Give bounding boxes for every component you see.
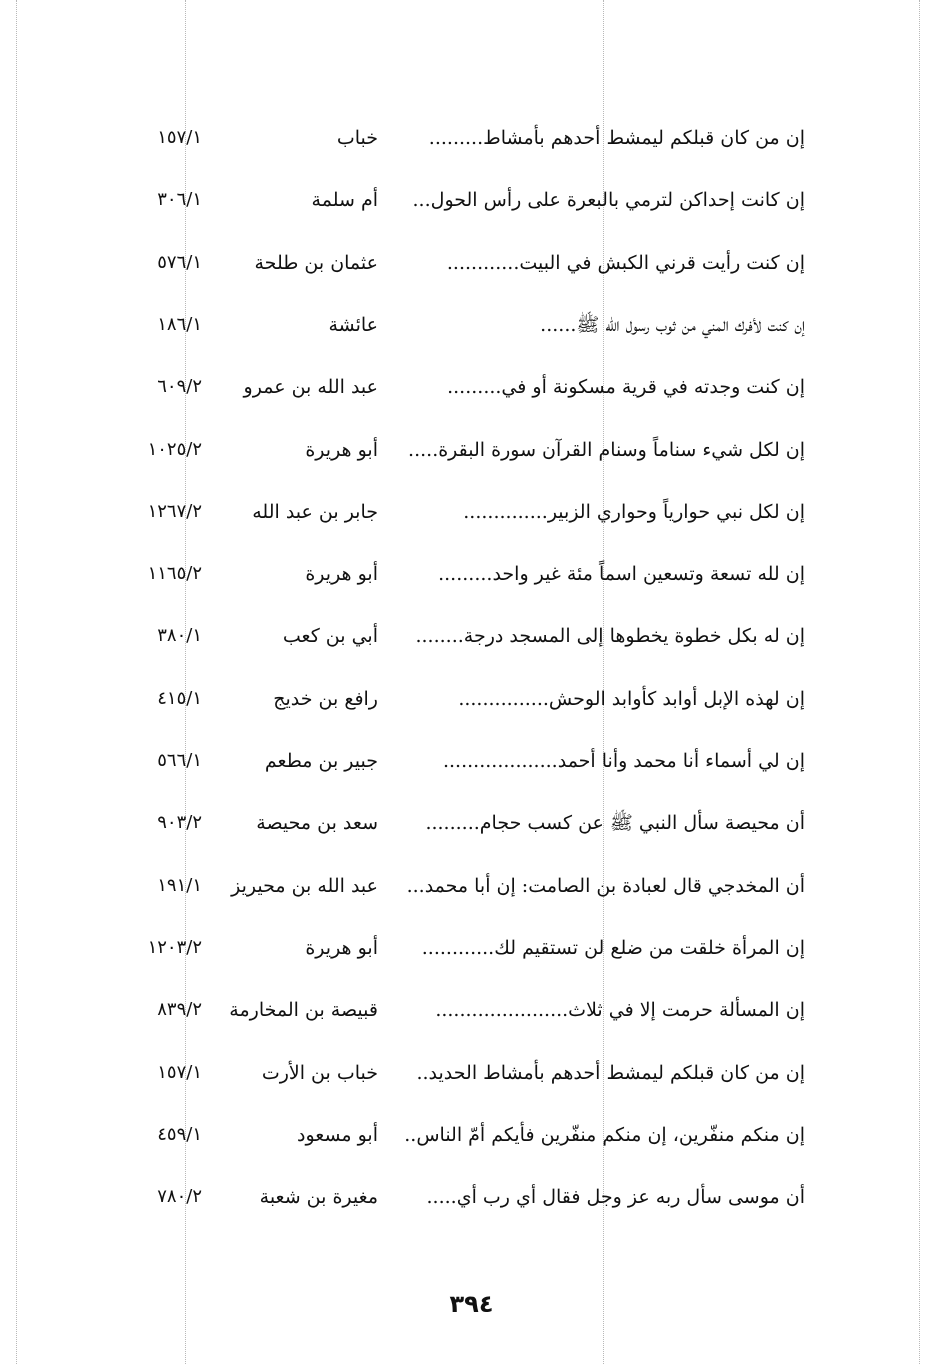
volume-page-reference: ٨٣٩/٢ (157, 999, 202, 1021)
hadith-text: إن له بكل خطوة يخطوها إلى المسجد درجة........ (415, 625, 805, 648)
index-row (0, 990, 943, 1030)
hadith-text: إن لله تسعة وتسعين اسماً مئة غير واحد......... (438, 563, 805, 586)
narrator-name: أبو هريرة (305, 563, 378, 586)
volume-page-reference: ٣٠٦/١ (157, 189, 202, 211)
volume-page-reference: ٩٠٣/٢ (157, 812, 202, 834)
index-row (0, 679, 943, 719)
index-row (0, 367, 943, 407)
page-number: ٣٩٤ (449, 1290, 494, 1318)
narrator-name: خباب بن الأرت (261, 1061, 378, 1084)
index-row (0, 741, 943, 781)
hadith-text: إن من كان قبلكم ليمشط أحدهم بأمشاط الحديد.. (416, 1061, 805, 1084)
hadith-text: إن كانت إحداكن لترمي بالبعرة على رأس الحول... (412, 189, 805, 212)
narrator-name: عبد الله بن عمرو (243, 376, 378, 399)
index-row (0, 554, 943, 594)
hadith-text: إن كنت رأيت قرني الكبش في البيت............ (446, 251, 805, 274)
volume-page-reference: ٤١٥/١ (157, 687, 202, 709)
index-row (0, 430, 943, 470)
index-row (0, 243, 943, 283)
volume-page-reference: ١٥٧/١ (157, 127, 202, 148)
volume-page-reference: ١١٦٥/٢ (147, 563, 202, 585)
hadith-text: أن موسى سأل ربه عز وجل فقال أي رب أي..... (426, 1186, 805, 1209)
narrator-name: أبي بن كعب (282, 625, 378, 648)
hadith-text: إن لهذه الإبل أوابد كأوابد الوحش............... (458, 687, 805, 710)
index-row (0, 1177, 943, 1217)
hadith-text: إن من كان قبلكم ليمشط أحدهم بأمشاط......... (428, 127, 805, 149)
narrator-name: أبو هريرة (305, 936, 378, 959)
index-row (0, 180, 943, 220)
narrator-name: عبد الله بن محيريز (231, 874, 378, 897)
index-row (0, 118, 943, 158)
index-row (0, 866, 943, 906)
index-row (0, 616, 943, 656)
narrator-name: قبيصة بن المخارمة (229, 999, 378, 1022)
volume-page-reference: ٤٥٩/١ (157, 1123, 202, 1145)
narrator-name: أم سلمة (311, 189, 378, 212)
hadith-text: أن محيصة سأل النبي ﷺ عن كسب حجام......... (425, 812, 805, 835)
narrator-name: رافع بن خديج (273, 687, 378, 710)
hadith-text: إن المرأة خلقت من ضلع لن تستقيم لك............ (421, 936, 805, 959)
hadith-text: إن لي أسماء أنا محمد وأنا أحمد................... (442, 750, 805, 772)
index-row (0, 1053, 943, 1093)
hadith-text: إن كنت لأفرك المني من ثوب رسول الله ﷺ...... (540, 313, 805, 336)
hadith-text: إن كنت وجدته في قرية مسكونة أو في......... (447, 376, 805, 399)
narrator-name: أبو هريرة (305, 438, 378, 461)
volume-page-reference: ١٠٢٥/٢ (147, 438, 202, 460)
index-row (0, 803, 943, 843)
narrator-name: جبير بن مطعم (264, 750, 378, 772)
index-row (0, 492, 943, 532)
volume-page-reference: ١٢٦٧/٢ (147, 500, 202, 522)
narrator-name: عائشة (328, 313, 378, 336)
volume-page-reference: ١٨٦/١ (157, 313, 202, 335)
hadith-text: إن المسألة حرمت إلا في ثلاث...................... (435, 999, 805, 1022)
volume-page-reference: ١٥٧/١ (157, 1061, 202, 1083)
volume-page-reference: ٧٨٠/٢ (157, 1186, 202, 1208)
index-row (0, 928, 943, 968)
narrator-name: جابر بن عبد الله (252, 500, 378, 523)
volume-page-reference: ٦٠٩/٢ (157, 376, 202, 398)
narrator-name: أبو مسعود (297, 1123, 378, 1146)
narrator-name: خباب (336, 127, 378, 149)
volume-page-reference: ١٩١/١ (157, 874, 202, 896)
index-row (0, 305, 943, 345)
hadith-text: أن المخدجي قال لعبادة بن الصامت: إن أبا محمد... (406, 874, 805, 897)
narrator-name: مغيرة بن شعبة (259, 1186, 378, 1209)
index-row (0, 1115, 943, 1155)
hadith-text: إن لكل نبي حوارياً وحواري الزبير.............. (463, 500, 805, 523)
narrator-name: عثمان بن طلحة (254, 251, 378, 274)
volume-page-reference: ١٢٠٣/٢ (147, 936, 202, 958)
hadith-text: إن منكم منفّرين، إن منكم منفّرين فأيكم أمّ الناس.. (404, 1123, 805, 1146)
narrator-name: سعد بن محيصة (256, 812, 378, 835)
volume-page-reference: ٣٨٠/١ (157, 625, 202, 647)
hadith-text: إن لكل شيء سناماً وسنام القرآن سورة البقرة..... (408, 438, 805, 461)
volume-page-reference: ٥٧٦/١ (157, 251, 202, 273)
volume-page-reference: ٥٦٦/١ (157, 750, 202, 771)
